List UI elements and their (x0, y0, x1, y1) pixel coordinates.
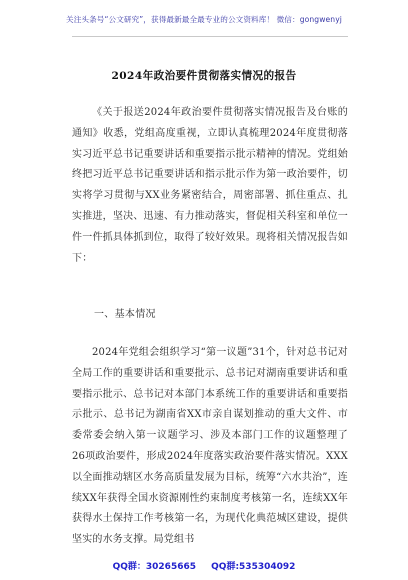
footer-qq-groups (0, 559, 408, 572)
footer-qq-group-2: QQ群:535304092 (211, 562, 296, 572)
paragraph-intro: 《关于报送2024年政治要件贯彻落实情况报告及台账的通知》收悉，党组高度重视，立即认真梳理2024年度贯彻落实习近平总书记重要讲话和重要指示批示精神的情况。党组始终把习近平总书记重要讲话和指示批示作为第一政治要件，切实将学习贯彻与XX业务紧密结合，周密部署、抓住重点、扎实推进，坚决、迅速、有力推动落实，督促相关科室和单位一件一件抓具体抓到位，取得了较好效果。现将相关情况报告如下： (72, 107, 348, 264)
footer-qq-group-1: QQ群：30265665 (112, 562, 196, 572)
header-divider (72, 36, 348, 37)
section-heading-basic-situation: 一、基本情况 (94, 309, 156, 320)
header-banner: 关注头条号“公文研究”，获得最新最全最专业的公文资料库！ 微信：gongwenyj (66, 15, 342, 24)
paragraph-basic-situation: 2024年党组会组织学习“第一议题”31个，针对总书记对全局工作的重要讲话和重要批示、总书记对湖南重要讲话和重要指示批示、总书记对本部门本系统工作的重要讲话和重要指示批示、总书记为湖南省XX市亲自谋划推动的重大文件、市委常委会纳入第一议题学习、涉及本部门工作的议题整理了26项政治要件，形成2024年度落实政治要件落实情况。XXX以全面推动辖区水务高质量发展为目标，统筹“六水共治”，连续XX年获得全国水资源刚性约束制度考核第一名，连续XX年获得水土保持工作考核第一名，为现代化典范城区建设，提供坚实的水务支撑。局党组书 (72, 347, 348, 546)
document-title: 2024年政治要件贯彻落实情况的报告 (111, 70, 297, 82)
